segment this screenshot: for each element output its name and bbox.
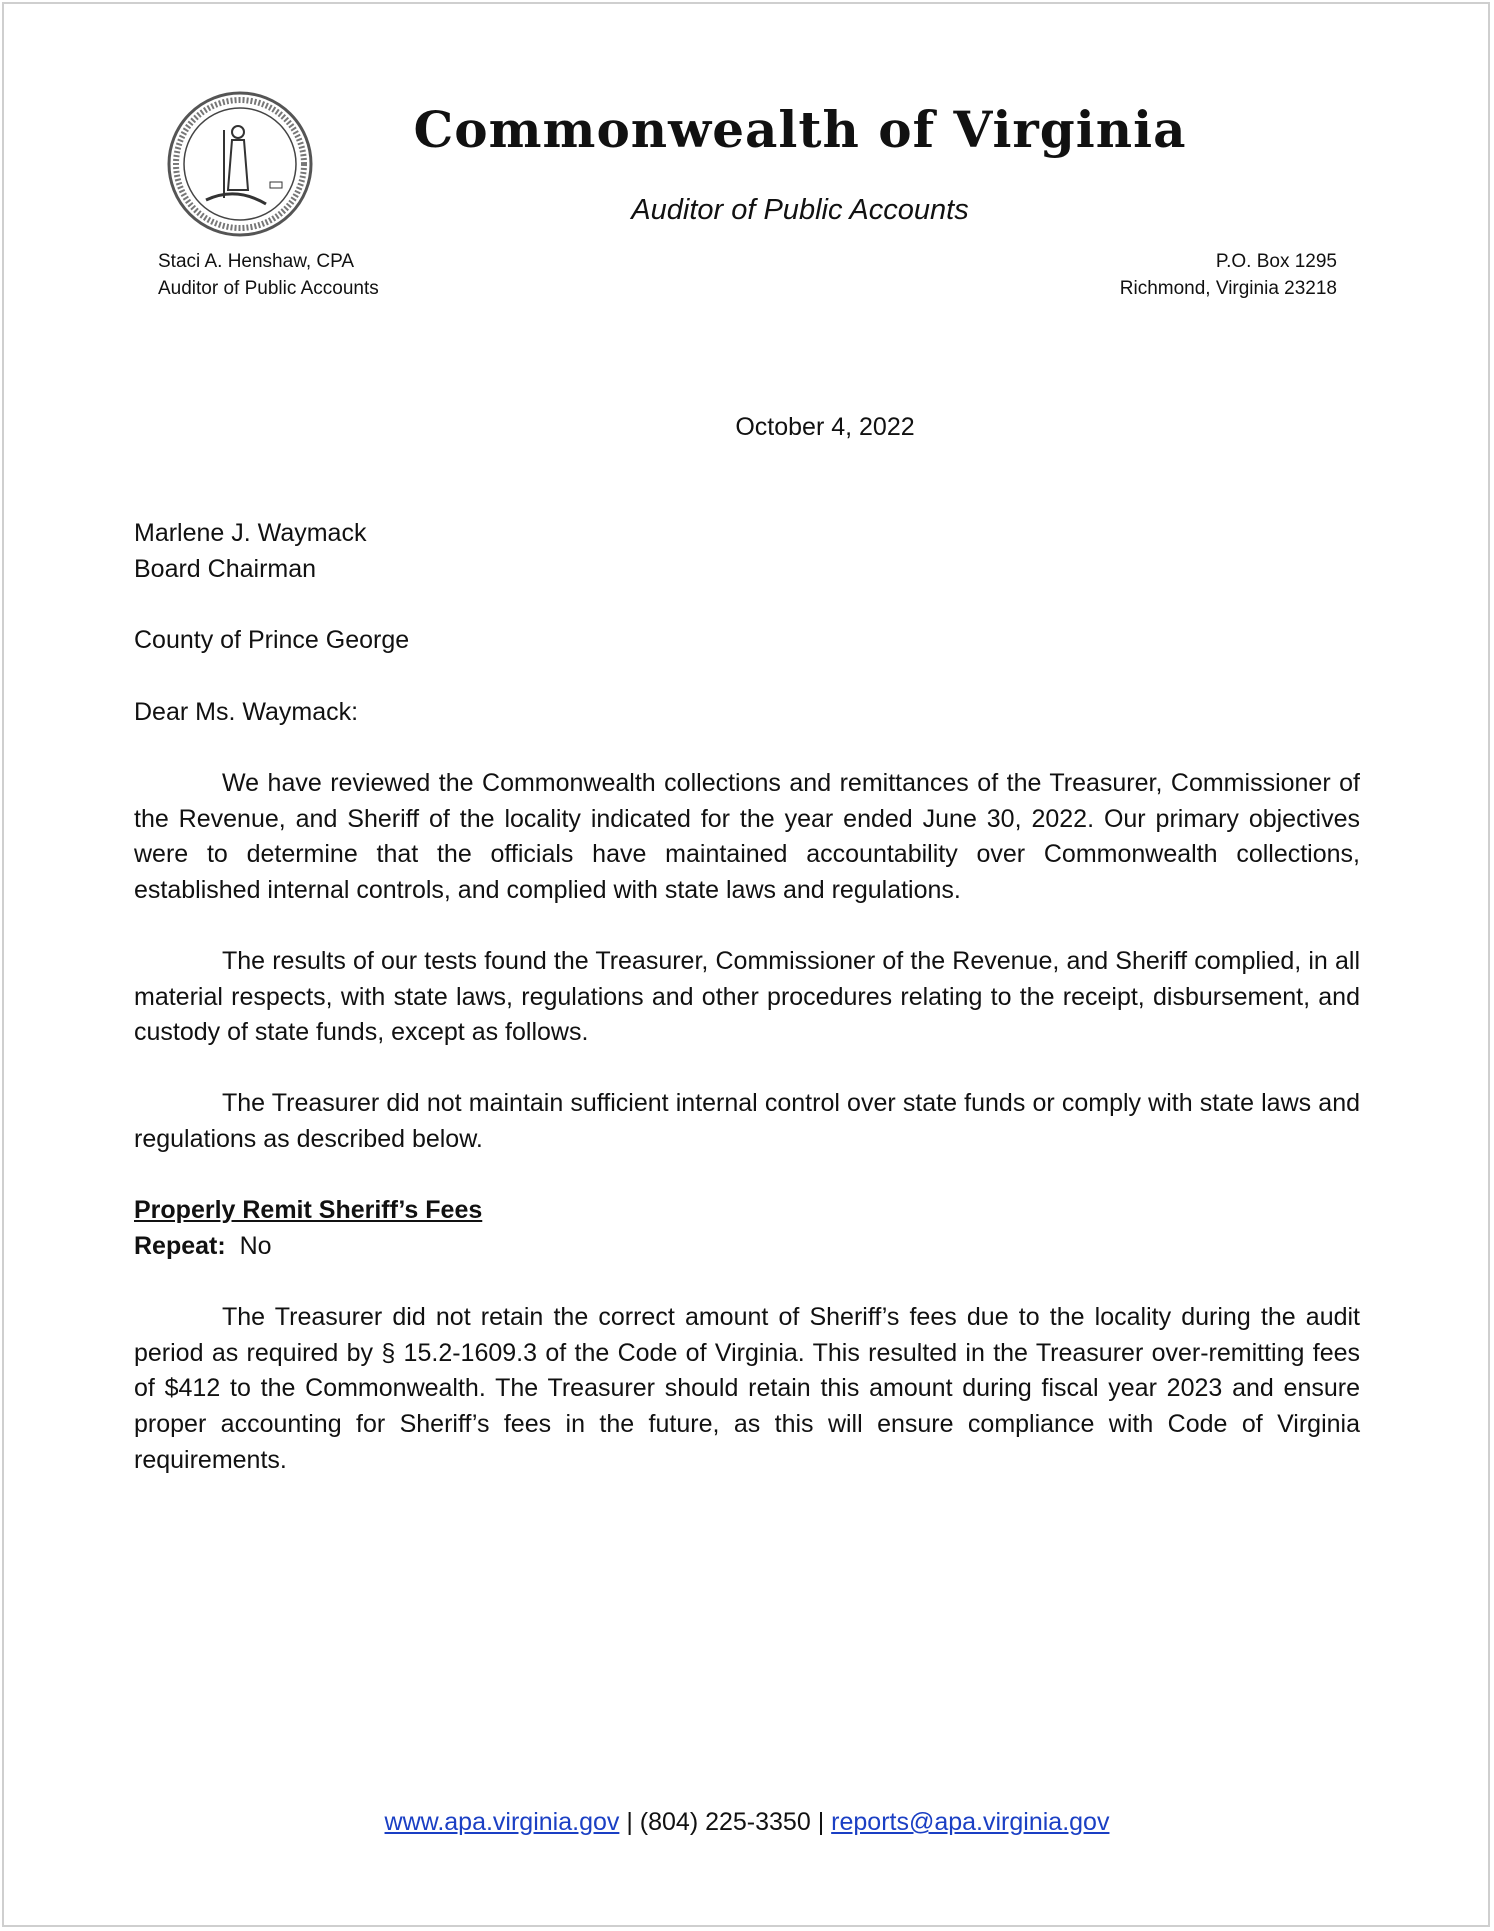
letter-date: October 4, 2022 bbox=[735, 413, 915, 441]
sender-block bbox=[158, 248, 379, 302]
sender-title: Auditor of Public Accounts bbox=[158, 278, 379, 299]
website-link[interactable]: www.apa.virginia.gov bbox=[384, 1808, 620, 1836]
email-link[interactable]: reports@apa.virginia.gov bbox=[831, 1808, 1110, 1836]
recipient-organization: County of Prince George bbox=[134, 626, 410, 654]
footer-separator: | bbox=[817, 1808, 825, 1836]
sender-name: Staci A. Henshaw, CPA bbox=[158, 251, 355, 272]
paragraph-2: The results of our tests found the Treasurer, Commissioner of the Revenue, and Sheriff complied, in all material respects, with state laws, regulations and other procedures relating to the receipt, disbursement, and custody of state funds, except as follows. bbox=[134, 947, 1360, 1047]
finding-block bbox=[134, 1193, 1360, 1264]
paragraph-3: The Treasurer did not maintain sufficient internal control over state funds or comply with state laws and regulations as described below. bbox=[134, 1089, 1360, 1153]
finding-text: The Treasurer did not retain the correct amount of Sheriff’s fees due to the locality during the audit period as required by § 15.2-1609.3 of the Code of Virginia. This resulted in the Treasurer over-remitting fees of $412 to the Commonwealth. The Treasurer should retain this amount during fiscal year 2023 and ensure proper accounting for Sheriff’s fees in the future, as this will ensure compliance with Code of Virginia requirements. bbox=[134, 1303, 1360, 1474]
repeat-line bbox=[134, 1229, 1360, 1265]
letterhead-subtitle: Auditor of Public Accounts bbox=[631, 194, 969, 226]
letterhead-title: Commonwealth of Virginia bbox=[413, 100, 1187, 159]
phone-number: (804) 225-3350 bbox=[639, 1808, 811, 1836]
repeat-label: Repeat: bbox=[134, 1231, 226, 1260]
city-state-zip: Richmond, Virginia 23218 bbox=[1119, 278, 1337, 299]
paragraph-1: We have reviewed the Commonwealth collections and remittances of the Treasurer, Commissioner of the Revenue, and Sheriff of the locality indicated for the year ended June 30, 2022. Our primary objectives were to determine that the officials have maintained accountability over Commonwealth collections, established internal controls, and complied with state laws and regulations. bbox=[134, 769, 1360, 905]
mailing-address bbox=[1120, 248, 1337, 302]
virginia-seal-icon bbox=[166, 90, 314, 238]
finding-heading: Properly Remit Sheriff’s Fees bbox=[134, 1196, 483, 1224]
salutation: Dear Ms. Waymack: bbox=[134, 698, 359, 726]
po-box: P.O. Box 1295 bbox=[1215, 251, 1337, 272]
recipient-name: Marlene J. Waymack bbox=[134, 519, 367, 547]
repeat-value: No bbox=[239, 1231, 272, 1260]
footer bbox=[0, 1808, 1494, 1837]
recipient-block bbox=[134, 516, 1360, 587]
footer-separator: | bbox=[626, 1808, 633, 1836]
recipient-title: Board Chairman bbox=[134, 554, 317, 583]
